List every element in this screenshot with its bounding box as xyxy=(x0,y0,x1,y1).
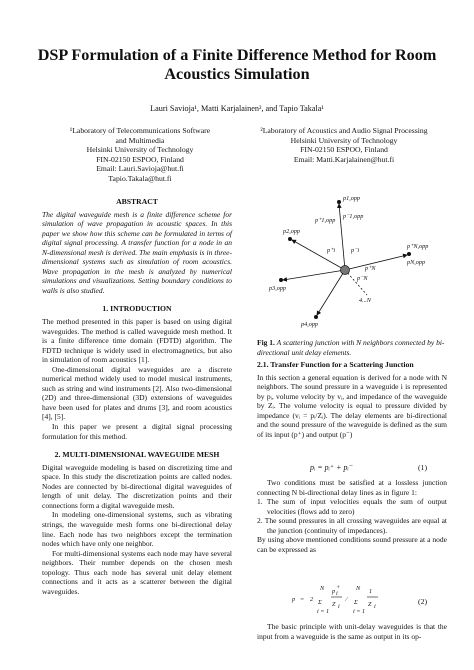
label-p2opp: p2,opp xyxy=(283,228,301,235)
section-2-heading: 2. MULTI-DIMENSIONAL WAVEGUIDE MESH xyxy=(54,450,220,460)
affiliation-1: ¹Laboratory of Telecommunications Software and Multimedia Helsinki University of Technology FIN-02150 ESPOO, Finland Email: Lauri.Savioja@hut.fi Tapio.Takala@hut.fi xyxy=(69,126,211,183)
svg-text:2: 2 xyxy=(310,596,314,603)
section-1-paragraph-1: The method presented in this paper is based on using digital waveguides. The method is called waveguide mesh method. It is a finite difference time domain (FDTD) algorithm. The FDTD technique is widely used in electromagnetics, but also in simulation of room acoustics [1]. xyxy=(42,317,232,365)
right-column-cont xyxy=(257,478,447,554)
section-2-1-paragraph-3: By using above mentioned conditions sound pressure at a node can be expressed as xyxy=(257,535,447,554)
section-2-1-heading: 2.1. Transfer Function for a Scattering Junction xyxy=(257,360,414,369)
svg-text:i: i xyxy=(338,603,340,610)
right-column-end xyxy=(257,622,447,641)
label-pNp: p⁺N,opp xyxy=(407,243,429,250)
label-n: 4...N xyxy=(359,297,371,304)
right-column xyxy=(257,360,447,439)
svg-text:i = 1: i = 1 xyxy=(353,608,366,615)
abstract-heading: ABSTRACT xyxy=(116,197,158,206)
section-1-paragraph-3: In this paper we present a digital signal processing formulation for this method. xyxy=(42,422,232,441)
paper-title: DSP Formulation of a Finite Difference Method for Room Acoustics Simulation xyxy=(37,46,437,83)
label-p1p: p⁺1,opp xyxy=(315,217,336,224)
conditions-list xyxy=(257,497,447,535)
svg-text:Z: Z xyxy=(332,601,336,608)
section-1-paragraph-2: One-dimensional digital waveguides are a discrete numerical method widely used to model musical instruments, such as string and wind instruments [2]. Also two-dimensional (2D) and three-dimensional (3D) extensions of waveguides have been used for plates and drums [3], and room acoustics [4], [5]. xyxy=(42,364,232,422)
label-pN: p⁺N xyxy=(365,265,376,272)
label-p4opp: p4,opp xyxy=(301,321,319,328)
node-1 xyxy=(337,200,341,204)
svg-text:i = 1: i = 1 xyxy=(317,608,330,615)
label-p3opp: p3,opp xyxy=(269,285,287,292)
left-column xyxy=(42,197,232,596)
svg-text:p: p xyxy=(292,596,296,603)
svg-text:1: 1 xyxy=(369,588,373,595)
section-2-paragraph-2: In modeling one-dimensional systems, such as vibrating strings, the waveguide mesh forms one bi-directional delay line. Each node has two neighbors except the termination nodes which have only one neighbor. xyxy=(42,510,232,549)
link-dashed xyxy=(345,270,367,295)
node-3 xyxy=(279,278,283,282)
section-2-1-paragraph-2: Two conditions must be satisfied at a lossless junction connecting N bi-directional delay lines as in figure 1: xyxy=(257,478,447,497)
svg-text:p: p xyxy=(332,588,336,595)
link-n xyxy=(345,255,407,270)
svg-text:⁄: ⁄ xyxy=(346,596,348,603)
svg-text:Σ: Σ xyxy=(354,599,358,606)
svg-text:Σ: Σ xyxy=(318,599,322,606)
equation-1-number: (1) xyxy=(418,463,428,472)
label-pNm: p⁻N xyxy=(357,275,368,282)
label-pNopp: pN,opp xyxy=(407,259,426,266)
section-2-1-paragraph-4: The basic principle with unit-delay waveguides is that the input from a waveguide is the same as output in its op- xyxy=(257,622,447,641)
equation-2 xyxy=(290,580,420,618)
section-2-1-paragraph-1: In this section a general equation is derived for a node with N neighbors. The sound pressure in a waveguide i is represented by pᵢ, volume velocity by vᵢ, and impedance of the waveguide by Zᵢ. The volume velocity is equal to pressure divided by impedance (vᵢ = pᵢ/Zᵢ). The delay elements are bi-directional and the sound pressure of the waveguide is defined as the sum of its input (p⁺) and output (p⁻) xyxy=(257,372,447,439)
section-2-paragraph-3: For multi-dimensional systems each node may have several neighbors. Their number depends on the chosen mesh topology. Thus each node has several unit delay element connections and it acts as a scatterer between the digital waveguides. xyxy=(42,548,232,596)
section-2-paragraph-1: Digital waveguide modeling is based on discretizing time and space. In this study the discretization points are called nodes. Nodes are connected by bi-directional digital waveguides of length of unit delay. The discretization points and their connections form a digital waveguide mesh. xyxy=(42,462,232,510)
scattering-junction-figure xyxy=(257,190,447,335)
label-p1m: p⁻1,opp xyxy=(343,213,364,220)
svg-text:N: N xyxy=(320,585,325,592)
svg-text:i: i xyxy=(374,603,376,610)
link-3 xyxy=(283,270,345,280)
node-2 xyxy=(288,237,292,241)
label-pim: p⁻i xyxy=(351,247,360,254)
node-4 xyxy=(314,315,318,319)
svg-text:N: N xyxy=(356,585,361,592)
link-2 xyxy=(292,240,345,270)
label-p1opp: p1,opp xyxy=(343,195,361,202)
label-pip: p⁺i xyxy=(327,247,336,254)
abstract-text: The digital waveguide mesh is a finite difference scheme for simulation of wave propagation in acoustic spaces. In this paper we show how this scheme can be formulated in terms of digital signal processing. A transfer function for a node in an N-dimensional mesh is derived. The main emphasis is in three-dimensional systems such as simulation of room acoustics. Wave propagation in the mesh is analyzed by numerical simulations and visualizations. Setting boundary conditions to walls is also studied. xyxy=(42,209,232,295)
node-n xyxy=(407,252,411,256)
affiliation-2: ²Laboratory of Acoustics and Audio Signal Processing Helsinki University of Technology FIN-02150 ESPOO, Finland Email: Matti.Karjalainen@hut.fi xyxy=(260,126,428,164)
junction-node xyxy=(341,266,350,275)
link-4 xyxy=(317,270,345,315)
condition-1: 1. The sum of input velocities equals the sum of output velocities (flows add to zero) xyxy=(257,497,447,516)
authors: Lauri Savioja¹, Matti Karjalainen², and Tapio Takala¹ xyxy=(150,104,324,113)
svg-text:i: i xyxy=(336,590,338,597)
figure-caption: Fig 1. A scattering junction with N neighbors connected by bi-directional unit delay elements. xyxy=(257,338,445,357)
svg-text:Z: Z xyxy=(368,601,372,608)
equation-2-number: (2) xyxy=(418,597,428,606)
svg-text:=: = xyxy=(300,596,305,603)
equation-1: pᵢ = pᵢ⁺ + pᵢ⁻ xyxy=(310,463,354,472)
section-1-heading: 1. INTRODUCTION xyxy=(102,304,172,314)
condition-2: 2. The sound pressures in all crossing waveguides are equal at the junction (continuity of impedances). xyxy=(257,516,447,535)
svg-text:+: + xyxy=(336,584,341,591)
